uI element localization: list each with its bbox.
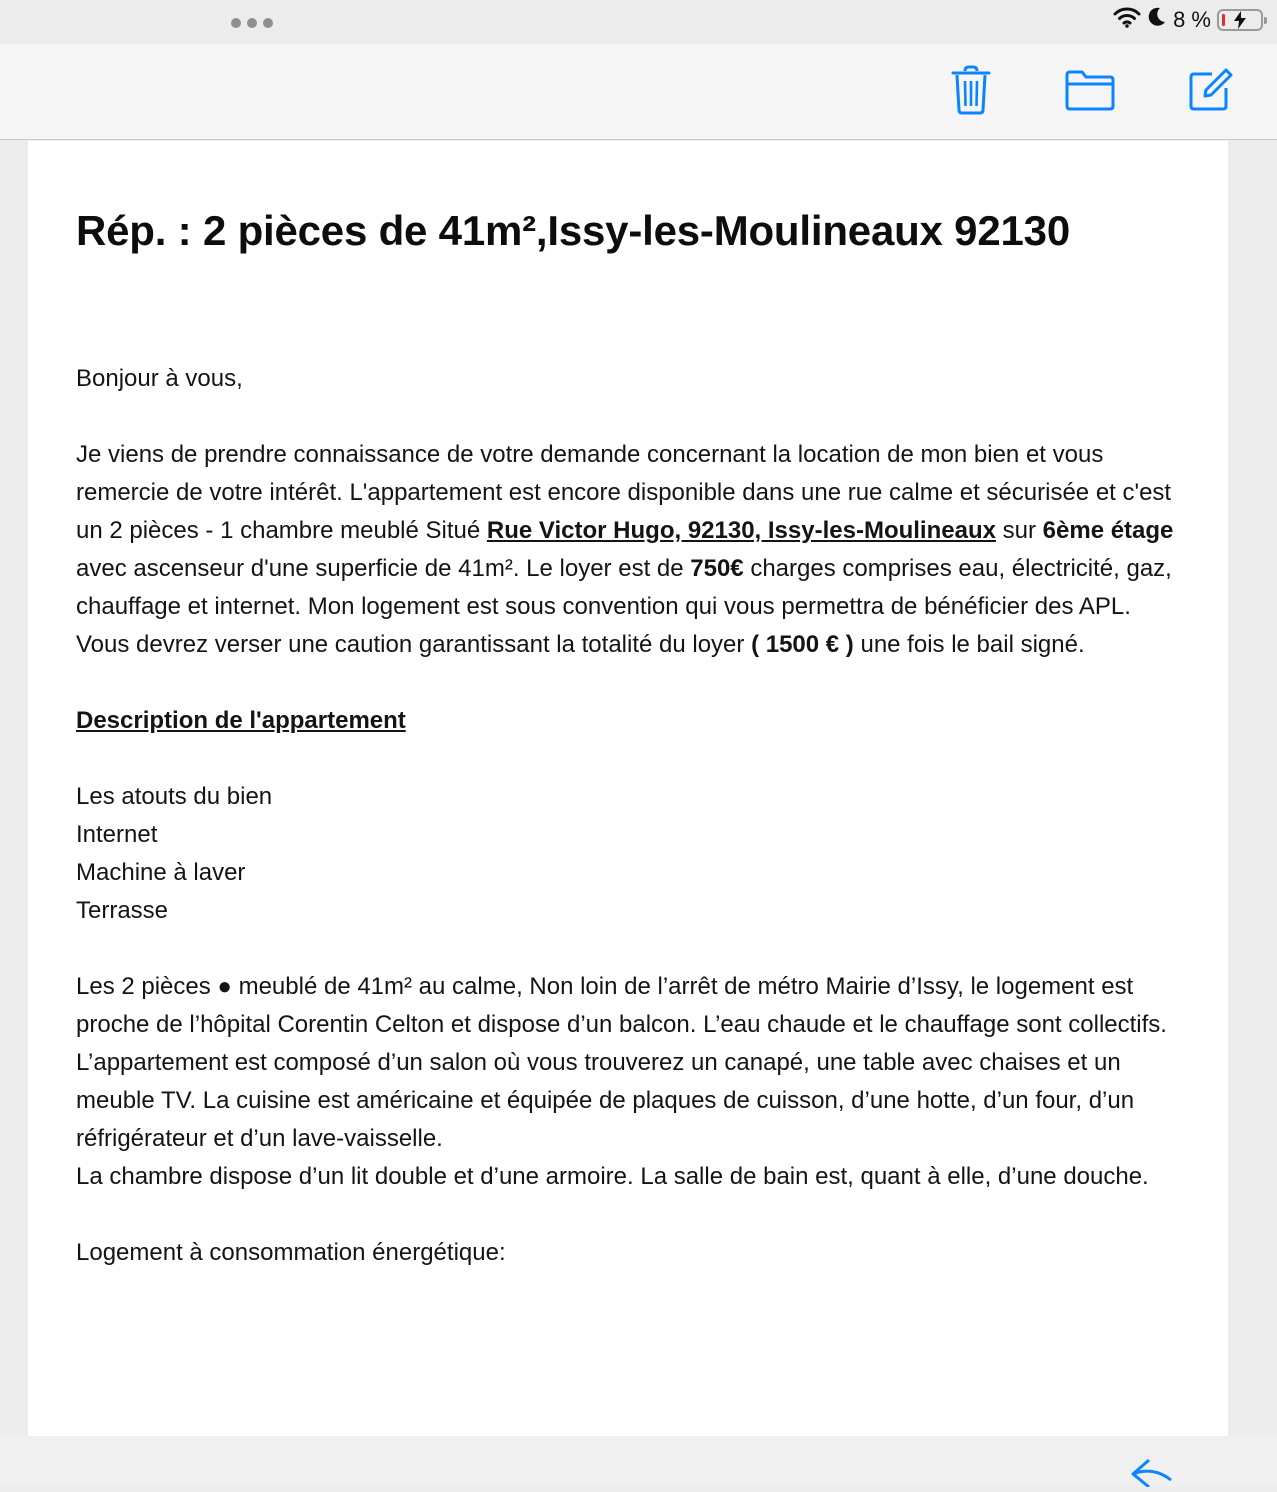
move-to-folder-button[interactable] xyxy=(1062,64,1118,116)
intro-text: Je viens de prendre connaissance de votre demande concernant la location de mon bien et vous remercie de votre intérêt. L'appartement est encore disponible dans une rue calme et sécurisée et c'est un 2 pièces - 1 chambre meublé Situé xyxy=(76,441,1172,544)
email-paragraph-bedroom: La chambre dispose d’un lit double et d’une armoire. La salle de bain est, quant à elle, d’une douche. xyxy=(76,1163,1149,1190)
email-view xyxy=(28,141,1228,1436)
deposit-amount: ( 1500 € ) xyxy=(751,631,854,658)
wifi-icon xyxy=(1113,6,1141,34)
trash-icon xyxy=(950,65,992,115)
ellipsis-icon[interactable] xyxy=(231,18,273,28)
folder-icon xyxy=(1064,69,1116,111)
list-item: Les atouts du bien xyxy=(76,783,273,810)
compose-icon xyxy=(1186,66,1234,114)
email-paragraph-location: Les 2 pièces ● meublé de 41m² au calme, Non loin de l’arrêt de métro Mairie d’Issy, le logement est proche de l’hôpital Corentin Celton et dispose d’un balcon. L’eau chaude et le chauffage sont collectifs. xyxy=(76,973,1167,1038)
reply-button[interactable] xyxy=(1127,1456,1179,1487)
charging-icon xyxy=(1233,11,1247,29)
email-body xyxy=(76,360,1186,1310)
section-title: Description de l'appartement xyxy=(76,707,406,734)
address-link[interactable]: Rue Victor Hugo, 92130, Issy-les-Moulineaux xyxy=(486,517,996,544)
list-item: Internet xyxy=(76,821,158,848)
email-subject: Rép. : 2 pièces de 41m²,Issy-les-Moulineaux 92130 xyxy=(76,207,1070,254)
bottom-toolbar xyxy=(0,1436,1277,1487)
battery-icon xyxy=(1217,9,1263,31)
email-greeting: Bonjour à vous, xyxy=(76,365,243,392)
mail-toolbar xyxy=(0,44,1277,140)
battery-text: 8 % xyxy=(1173,7,1211,32)
features-list xyxy=(76,778,1186,930)
status-bar xyxy=(0,0,1277,44)
reply-icon xyxy=(1127,1456,1179,1487)
rent-amount: 750€ xyxy=(690,555,744,582)
list-item: Machine à laver xyxy=(76,859,246,886)
email-paragraph-living-room: L’appartement est composé d’un salon où vous trouverez un canapé, une table avec chaises et un meuble TV. La cuisine est américaine et équipée de plaques de cuisson, d’une hotte, d’un four, d’un réfrigérateur et d’un lave-vaisselle. xyxy=(76,1049,1135,1152)
email-paragraph-energy: Logement à consommation énergétique: xyxy=(76,1239,506,1266)
status-indicators xyxy=(1113,6,1263,34)
compose-button[interactable] xyxy=(1185,64,1235,116)
intro-text-3: avec ascenseur d'une superficie de 41m². Le loyer est de xyxy=(76,555,691,582)
intro-text-5: une fois le bail signé. xyxy=(853,631,1085,658)
list-item: Terrasse xyxy=(76,897,169,924)
moon-icon xyxy=(1147,6,1167,34)
intro-text-2: sur xyxy=(995,517,1043,544)
floor-text: 6ème étage xyxy=(1042,517,1174,544)
intro-text-4: charges comprises eau, électricité, gaz, chauffage et internet. Mon logement est sous convention qui vous permettra de bénéficier des APL. Vous devrez verser une caution garantissant la totalité du loyer xyxy=(76,555,1172,658)
email-paragraph-intro xyxy=(76,436,1186,664)
trash-button[interactable] xyxy=(946,64,996,116)
